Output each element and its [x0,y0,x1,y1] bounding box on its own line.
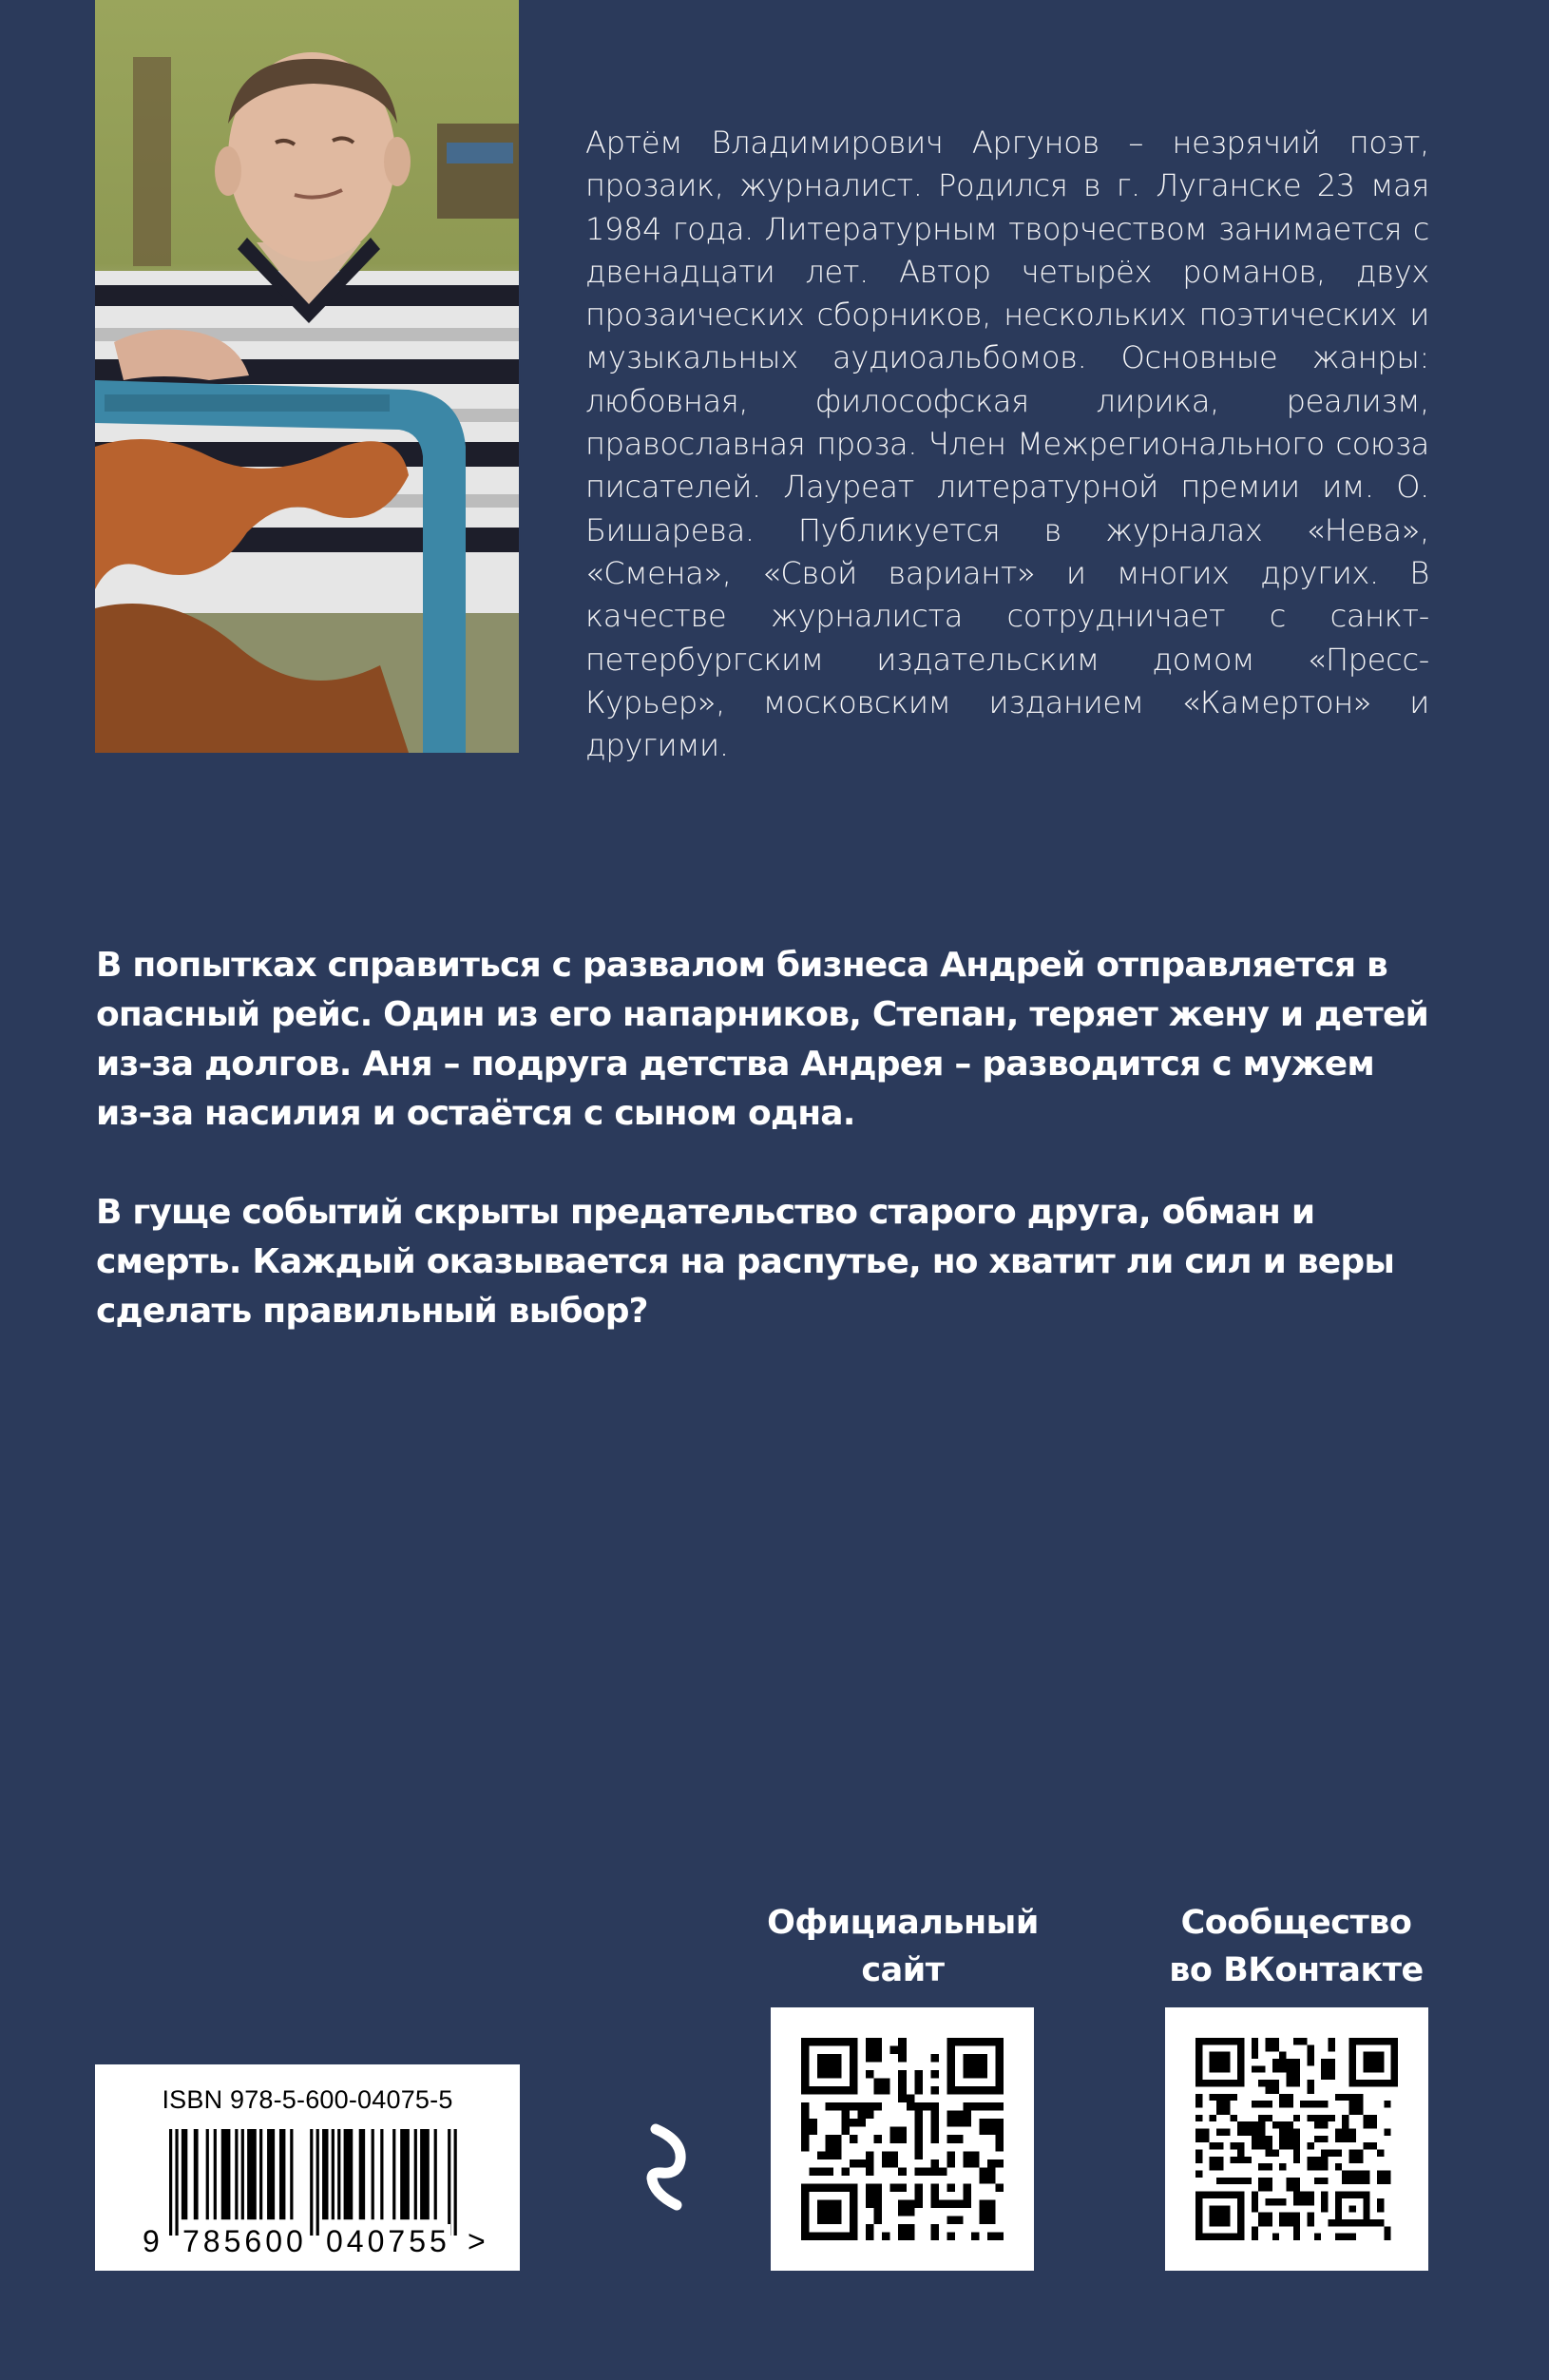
barcode-icon [169,2129,460,2236]
blurb-paragraph: В попытках справиться с развалом бизнеса Андрей отправляется в опасный рейс. Один из его напарников, Степан, теряет жену и детей из-за долгов. Аня – подруга детства Андрея – разводится с мужем из-за насилия и остаётся с сыном одна. [96,946,1429,1133]
qr-label-line: Сообщество [1180,1904,1412,1942]
qr-label-line: Официальный [767,1904,1039,1942]
qr-label-vk-community [1144,1899,1448,1994]
ean-first-digit: 9 [143,2224,163,2258]
qr-code-icon [801,2038,1004,2240]
eksmo-logo-icon [635,2120,692,2215]
qr-code-vk-community[interactable] [1165,2007,1428,2271]
blurb-paragraph: В гуще событий скрыты предательство старого друга, обман и смерть. Каждый оказывается на распутье, но хватит ли сил и веры сделать правильный выбор? [96,1193,1395,1331]
author-portrait-illustration [95,0,519,753]
ean-right-group: 040755 [326,2224,450,2258]
qr-code-icon [1195,2038,1398,2240]
qr-code-official-site[interactable] [771,2007,1034,2271]
book-blurb [96,941,1431,1386]
isbn-barcode [95,2064,520,2271]
qr-label-official-site [751,1899,1055,1994]
qr-label-line: сайт [861,1951,945,1989]
ean-left-group: 785600 [182,2224,307,2258]
author-photo [95,0,519,753]
ean-quiet-mark: > [468,2224,489,2258]
author-bio: Артём Владимирович Аргунов – незрячий поэт, прозаик, журналист. Родился в г. Луганске 23 мая 1984 года. Литературным творчеством занимается с двенадцати лет. Автор четырёх романов, двух прозаических сборников, нескольких поэтических и музыкальных аудиоальбомов. Основные жанры: любовная, философская лирика, реализм, православная проза. Член Межрегионального союза писателей. Лауреат литературной премии им. О. Бишарева. Публикуется в журналах «Нева», «Смена», «Свой вариант» и многих других. В качестве журналиста сотрудничает с санкт-петербургским издательским домом «Пресс-Курьер», московским изданием «Камертон» и другими. [585,125,1429,764]
isbn-number: ISBN 978-5-600-04075-5 [162,2085,453,2114]
barcode-bars [169,2129,460,2236]
qr-label-line: во ВКонтакте [1169,1951,1424,1989]
